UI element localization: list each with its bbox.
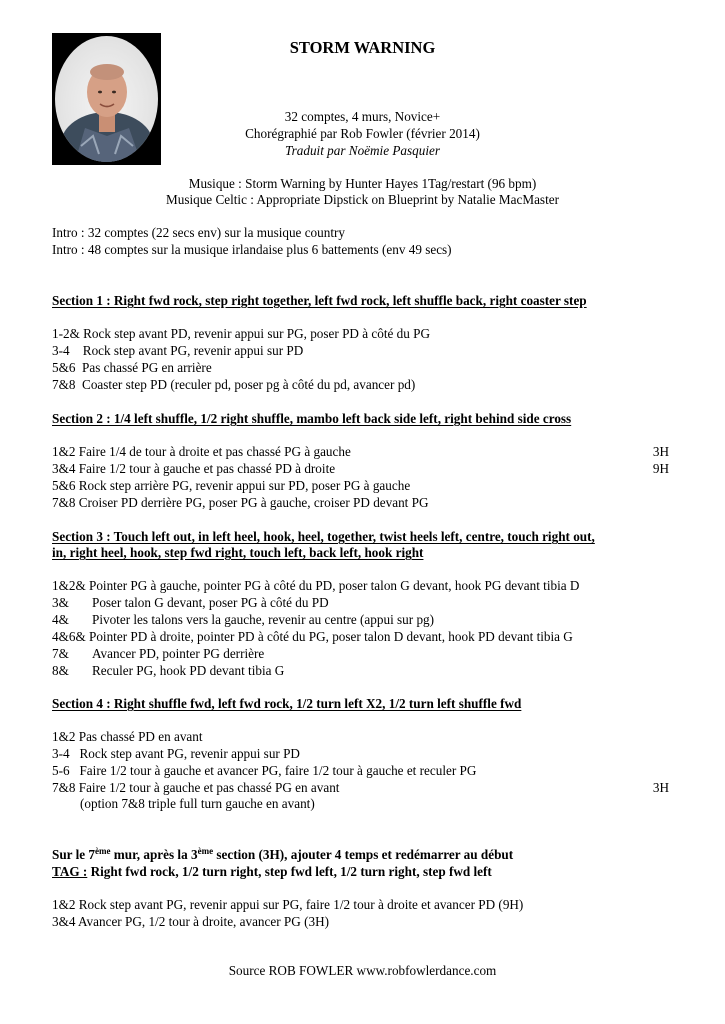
- step-count: 4&6&: [52, 629, 86, 644]
- tag-title: [52, 864, 492, 880]
- step-text: Reculer PG, hook PD devant tibia G: [92, 663, 285, 678]
- section-4-option: (option 7&8 triple full turn gauche en avant): [80, 796, 315, 811]
- section-3-step: [52, 578, 579, 594]
- intro-line-2: Intro : 48 comptes sur la musique irlandaise plus 6 battements (env 49 secs): [52, 242, 452, 257]
- step-text: Pointer PG à gauche, pointer PG à côté du PD, poser talon G devant, hook PG devant tibia D: [85, 578, 580, 593]
- section-3-title-cont: in, right heel, hook, step fwd right, touch left, back left, hook right: [52, 545, 424, 560]
- restart-text: section (3H), ajouter 4 temps et redémarrer au début: [213, 847, 514, 862]
- step-text: Poser talon G devant, poser PG à côté du PD: [92, 595, 329, 610]
- section-3-step: [52, 612, 434, 628]
- section-1-step: 3-4 Rock step avant PG, revenir appui sur PD: [52, 343, 304, 358]
- step-text: Pivoter les talons vers la gauche, revenir au centre (appui sur pg): [92, 612, 435, 627]
- wall-direction: 9H: [652, 461, 669, 476]
- step-count: 8&: [52, 663, 69, 678]
- section-2-step: 1&2 Faire 1/4 de tour à droite et pas chassé PG à gauche: [52, 444, 351, 459]
- wall-direction: 3H: [652, 444, 669, 459]
- translator-line: Traduit par Noëmie Pasquier: [285, 143, 440, 158]
- counts-walls-level: 32 comptes, 4 murs, Novice+: [284, 109, 441, 124]
- section-2-step: 3&4 Faire 1/2 tour à gauche et pas chassé PD à droite: [52, 461, 336, 476]
- section-4-step: 3-4 Rock step avant PG, revenir appui sur PD: [52, 746, 300, 761]
- ordinal-sup: ème: [95, 846, 111, 856]
- dance-info: [0, 108, 725, 159]
- tag-description: Right fwd rock, 1/2 turn right, step fwd left, 1/2 turn right, step fwd left: [87, 864, 492, 879]
- section-1-title: Section 1 : Right fwd rock, step right together, left fwd rock, left shuffle back, right coaster step: [52, 293, 587, 308]
- source-footer: Source ROB FOWLER www.robfowlerdance.com: [228, 963, 497, 978]
- step-text: Pointer PD à droite, pointer PD à côté du PG, poser talon D devant, hook PD devant tibia G: [85, 629, 573, 644]
- section-2-step: 5&6 Rock step arrière PG, revenir appui sur PD, poser PG à gauche: [52, 478, 411, 493]
- wall-direction: 3H: [652, 780, 669, 795]
- music-info: [0, 176, 725, 208]
- music-line-1: Musique : Storm Warning by Hunter Hayes 1Tag/restart (96 bpm): [188, 176, 537, 191]
- section-3-step: [52, 595, 329, 611]
- section-2-title: Section 2 : 1/4 left shuffle, 1/2 right shuffle, mambo left back side left, right behind side cross: [52, 411, 572, 426]
- step-text: Avancer PD, pointer PG derrière: [92, 646, 265, 661]
- section-3-step: [52, 629, 573, 645]
- step-count: 3&: [52, 595, 69, 610]
- choreographer-line: Chorégraphié par Rob Fowler (février 2014): [245, 126, 480, 141]
- section-3-step: [52, 663, 284, 679]
- tag-step: 1&2 Rock step avant PG, revenir appui sur PG, faire 1/2 tour à droite et avancer PD (9H): [52, 897, 524, 912]
- section-4-step: 1&2 Pas chassé PD en avant: [52, 729, 203, 744]
- restart-text: mur, après la 3: [110, 847, 198, 862]
- section-4-step: 5-6 Faire 1/2 tour à gauche et avancer PG, faire 1/2 tour à gauche et reculer PG: [52, 763, 477, 778]
- section-4-title: Section 4 : Right shuffle fwd, left fwd rock, 1/2 turn left X2, 1/2 turn left shuffle fwd: [52, 696, 522, 711]
- tag-step: 3&4 Avancer PG, 1/2 tour à droite, avancer PG (3H): [52, 914, 329, 929]
- step-count: 4&: [52, 612, 69, 627]
- ordinal-sup: ème: [197, 846, 214, 856]
- step-count: 7&: [52, 646, 69, 661]
- restart-note: [52, 847, 513, 863]
- section-4-step: 7&8 Faire 1/2 tour à gauche et pas chassé PG en avant: [52, 780, 340, 795]
- step-count: 1&2&: [52, 578, 86, 593]
- section-1-step: 1-2& Rock step avant PD, revenir appui sur PG, poser PD à côté du PG: [52, 326, 430, 341]
- section-3-step: [52, 646, 264, 662]
- restart-text: Sur le 7: [52, 847, 95, 862]
- section-3-title: Section 3 : Touch left out, in left heel, hook, heel, together, twist heels left, centre, touch right out,: [52, 529, 595, 544]
- page-title: STORM WARNING: [289, 38, 436, 57]
- intro-line-1: Intro : 32 comptes (22 secs env) sur la musique country: [52, 225, 345, 240]
- section-1-step: 5&6 Pas chassé PG en arrière: [52, 360, 212, 375]
- music-line-2: Musique Celtic : Appropriate Dipstick on Blueprint by Natalie MacMaster: [166, 192, 559, 207]
- section-2-step: 7&8 Croiser PD derrière PG, poser PG à gauche, croiser PD devant PG: [52, 495, 429, 510]
- section-1-step: 7&8 Coaster step PD (reculer pd, poser pg à côté du pd, avancer pd): [52, 377, 416, 392]
- tag-label: TAG :: [52, 864, 88, 879]
